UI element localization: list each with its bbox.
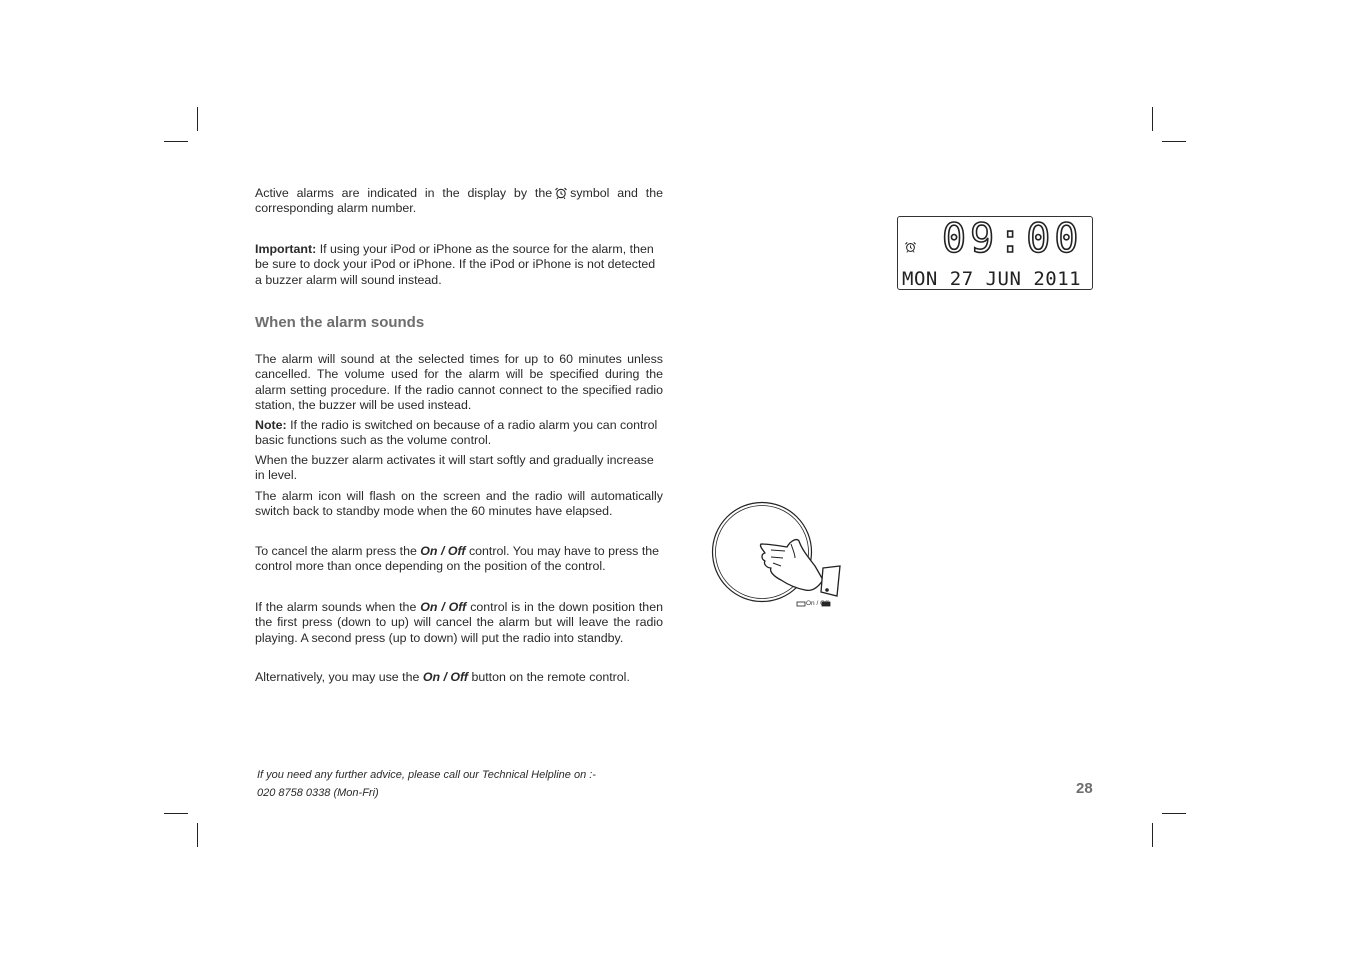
alarm-clock-icon [904,241,917,253]
note-paragraph: Note: If the radio is switched on because of a radio alarm you can control basic functions such as the volume control. [255,418,658,448]
important-paragraph: Important: If using your iPod or iPhone as the source for the alarm, then be sure to dock your iPod or iPhone. If the iPod or iPhone is not detected a buzzer alarm will sound instead. [255,242,656,287]
alarm-sound-paragraph: The alarm will sound at the selected times for up to 60 minutes unless cancelled. The volume used for the alarm will be specified during the alarm setting procedure. If the radio cannot connect to the specified radio station, the buzzer will be used instead. [255,352,663,412]
crop-mark [164,813,188,814]
crop-mark [1162,813,1186,814]
down-position-paragraph: If the alarm sounds when the On / Off control is in the down position then the first press (down to up) will cancel the alarm but will leave the radio playing. A second press (up to down) will put the radio into standby. [255,600,663,645]
helpline-text: If you need any further advice, please call our Technical Helpline on :- [257,769,596,781]
crop-mark [197,107,198,131]
pointing-hand-icon [760,540,840,596]
flash-paragraph: The alarm icon will flash on the screen and the radio will automatically switch back to standby mode when the 60 minutes have elapsed. [255,489,663,519]
lcd-display [897,216,1093,290]
alarm-clock-icon [554,187,568,199]
crop-mark [197,823,198,847]
cancel-paragraph: To cancel the alarm press the On / Off control. You may have to press the control more than once depending on the position of the control. [255,544,660,574]
lcd-time: 09:00 [942,216,1083,262]
crop-mark [1152,823,1153,847]
crop-mark [1152,107,1153,131]
alarm-indicator-paragraph: Active alarms are indicated in the display by the symbol and the corresponding alarm number. [255,186,664,216]
buzzer-paragraph: When the buzzer alarm activates it will start softly and gradually increase in level. [255,453,654,483]
helpline-number: 020 8758 0338 (Mon-Fri) [257,787,379,799]
crop-mark [164,141,188,142]
crop-mark [1162,141,1186,142]
lcd-date: MON 27 JUN 2011 [902,268,1082,290]
section-heading: When the alarm sounds [255,314,425,331]
page-number: 28 [1076,780,1093,797]
remote-paragraph: Alternatively, you may use the On / Off button on the remote control. [255,670,630,684]
on-off-knob-illustration [709,500,849,615]
on-off-label: On / Off [806,600,829,607]
